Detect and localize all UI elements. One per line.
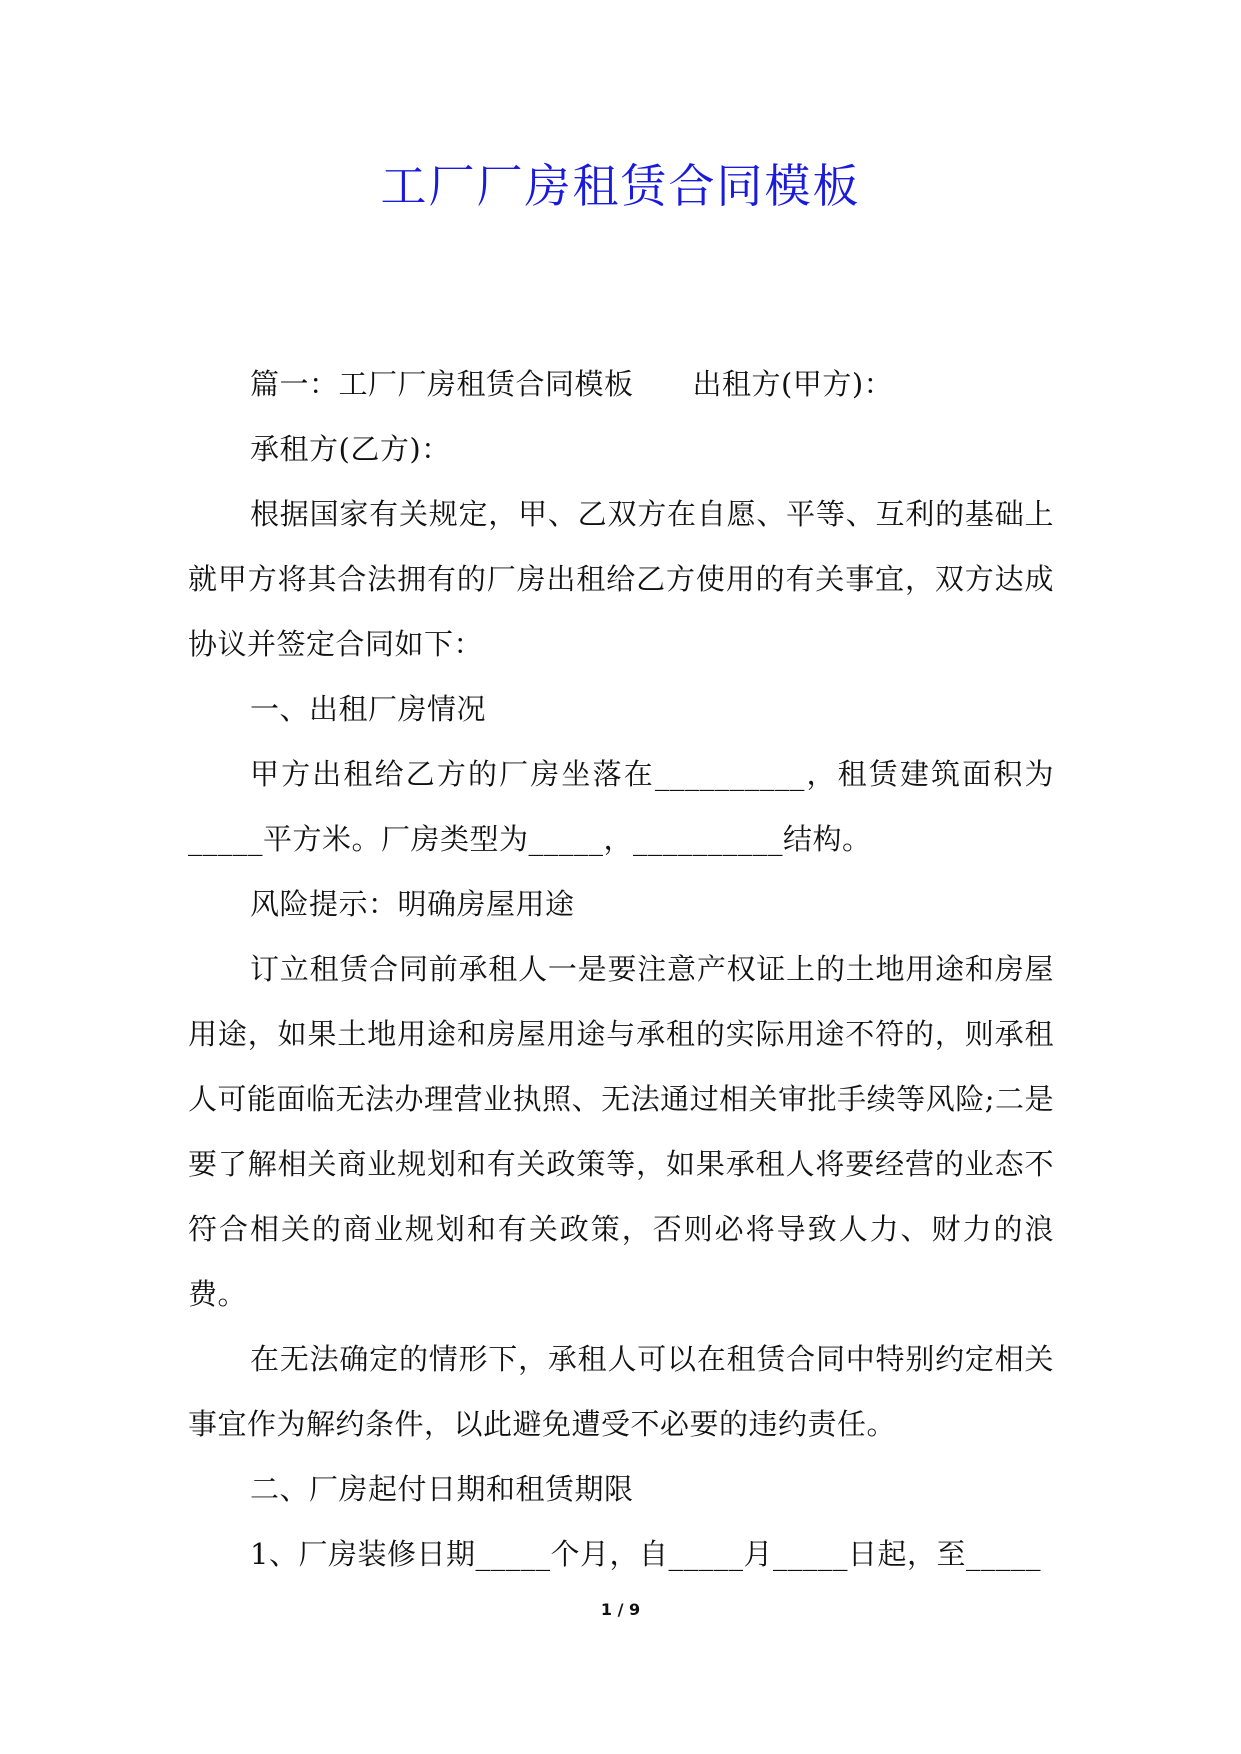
paragraph-risk-notice: 订立租赁合同前承租人一是要注意产权证上的土地用途和房屋用途，如果土地用途和房屋用途与承租的实际用途不符的，则承租人可能面临无法办理营业执照、无法通过相关审批手续等风险;二是要了解相关商业规划和有关政策等，如果承租人将要经营的业态不符合相关的商业规划和有关政策，否则必将导致人力、财力的浪费。 — [188, 952, 1054, 1311]
paragraph-parties-lessor: 篇一：工厂厂房租赁合同模板 出租方(甲方)： — [250, 367, 894, 401]
paragraph-preamble: 根据国家有关规定，甲、乙双方在自愿、平等、互利的基础上就甲方将其合法拥有的厂房出租给乙方使用的有关事宜，双方达成协议并签定合同如下： — [188, 497, 1054, 661]
document-body — [188, 352, 1054, 1587]
section-heading-1: 一、出租厂房情况 — [250, 692, 487, 726]
paragraph-factory-location: 甲方出租给乙方的厂房坐落在__________，租赁建筑面积为_____平方米。厂房类型为_____，__________结构。 — [188, 757, 1054, 856]
page-number: 1 / 9 — [600, 1600, 641, 1619]
risk-notice-heading: 风险提示：明确房屋用途 — [250, 887, 575, 921]
paragraph-renovation-period: 1、厂房装修日期_____个月，自_____月_____日起，至_____ — [250, 1537, 1041, 1571]
document-title: 工厂厂房租赁合同模板 — [380, 159, 861, 213]
section-heading-2: 二、厂房起付日期和租赁期限 — [250, 1472, 634, 1506]
paragraph-parties-lessee: 承租方(乙方)： — [250, 432, 451, 466]
paragraph-termination-condition: 在无法确定的情形下，承租人可以在租赁合同中特别约定相关事宜作为解约条件，以此避免遭受不必要的违约责任。 — [188, 1342, 1054, 1441]
